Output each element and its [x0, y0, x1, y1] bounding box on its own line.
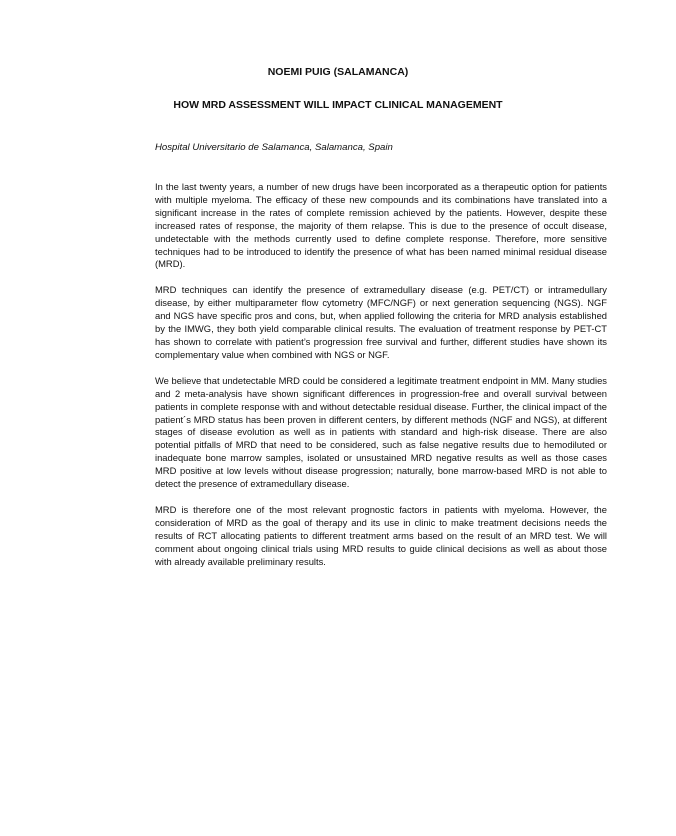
paragraph-1: In the last twenty years, a number of new drugs have been incorporated as a therapeutic option for patients with multiple myeloma. The efficacy of these new compounds and its combinations have translated into a significant increase in the rates of complete remission achieved by the patients. However, despite these increased rates of response, the majority of them relapse. This is due to the presence of occult disease, undetectable with the methods currently used to define complete response. Therefore, more sensitive techniques had to be introduced to identify the presence of what has been named minimal residual disease (MRD). [155, 181, 607, 270]
document-title: HOW MRD ASSESSMENT WILL IMPACT CLINICAL MANAGEMENT [173, 99, 503, 111]
affiliation: Hospital Universitario de Salamanca, Salamanca, Spain [155, 142, 393, 153]
paragraph-4: MRD is therefore one of the most relevant prognostic factors in patients with myeloma. However, the consideration of MRD as the goal of therapy and its use in clinic to make treatment decisions needs the results of RCT allocating patients to different treatment arms based on the result of an MRD test. We will comment about ongoing clinical trials using MRD results to guide clinical decisions as well as about those with already available preliminary results. [155, 503, 607, 567]
author-heading: NOEMI PUIG (SALAMANCA) [267, 66, 409, 78]
paragraph-2: MRD techniques can identify the presence of extramedullary disease (e.g. PET/CT) or intramedullary disease, by either multiparameter flow cytometry (MFC/NGF) or next generation sequencing (NGS). NGF and NGS have specific pros and cons, but, when applied following the criteria for MRD analysis established by the IMWG, they both yield comparable clinical results. The evaluation of treatment response by PET-CT has shown to correlate with patient’s progression free survival and further, different studies have shown its complementary value when combined with NGS or NGF. [155, 284, 607, 360]
body-text [155, 181, 607, 581]
paragraph-3: We believe that undetectable MRD could be considered a legitimate treatment endpoint in MM. Many studies and 2 meta-analysis have shown significant differences in progression-free and overall survival between patients in complete response with and without detectable residual disease. Further, the clinical impact of the patient´s MRD status has been proven in different centers, by different methods (NGF and NGS), at different stages of disease evolution as well as in patients with standard and high-risk disease. There are also potential pitfalls of MRD that need to be considered, such as false negative results due to hemodiluted or inadequate bone marrow samples, isolated or unsustained MRD negative results as well as those cases MRD positive at low levels without disease progression; naturally, bone marrow-based MRD is not able to detect the presence of extramedullary disease. [155, 374, 607, 490]
